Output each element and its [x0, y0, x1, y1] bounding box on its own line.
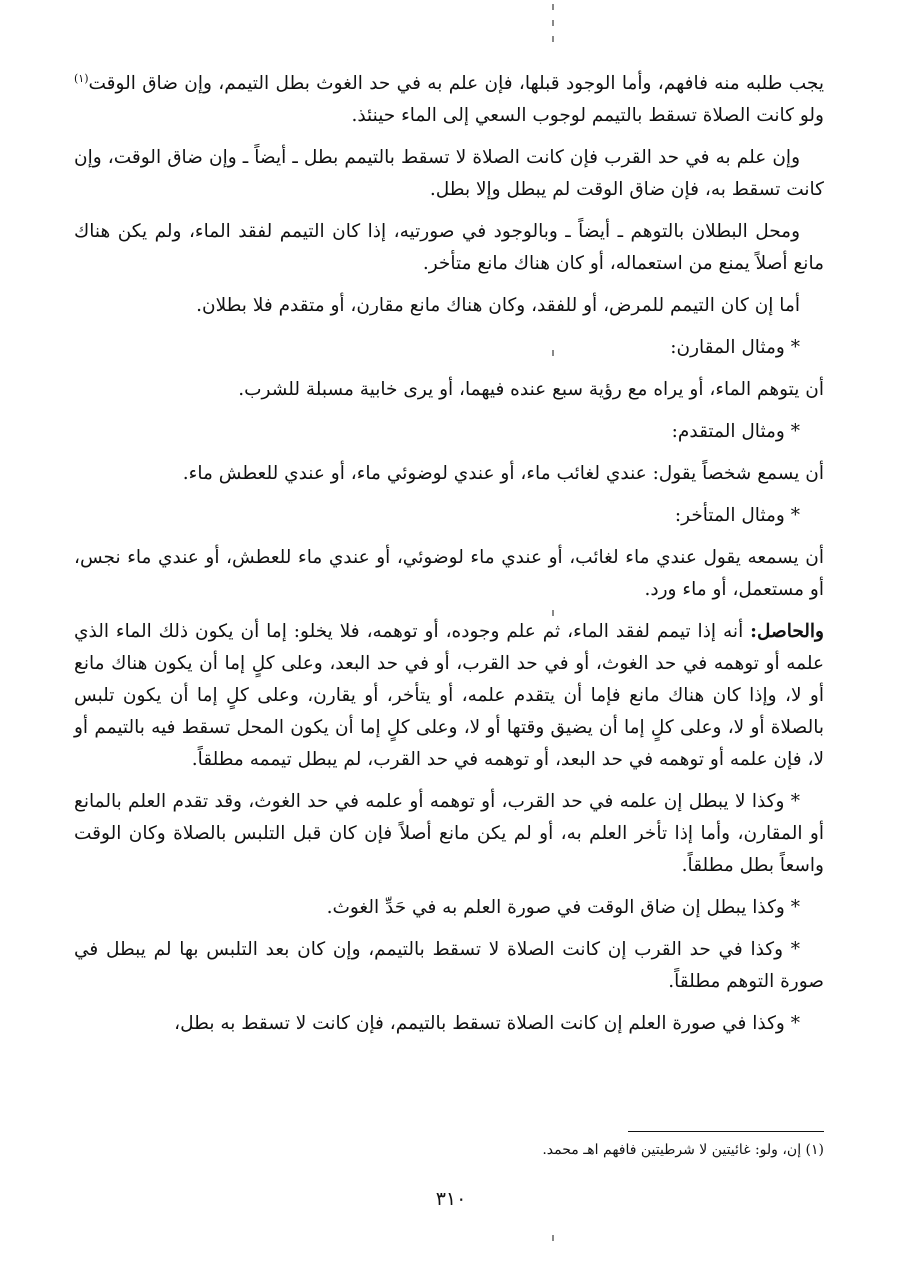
body-text: [74, 68, 824, 1050]
paragraph: [74, 500, 824, 532]
paragraph-text: أن يسمع شخصاً يقول: عندي لغائب ماء، أو عندي لوضوئي ماء، أو عندي للعطش ماء.: [182, 463, 824, 484]
paragraph: [74, 458, 824, 490]
paragraph: [74, 416, 824, 448]
paragraph: [74, 934, 824, 998]
scan-mark: [552, 1235, 554, 1241]
paragraph-text: أما إن كان التيمم للمرض، أو للفقد، وكان هناك مانع مقارن، أو متقدم فلا بطلان.: [196, 295, 800, 316]
paragraph: [74, 786, 824, 882]
paragraph-text: وإن علم به في حد القرب فإن كانت الصلاة لا تسقط بالتيمم بطل ـ أيضاً ـ وإن ضاق الوقت، وإن كانت تسقط به، فإن ضاق الوقت لم يبطل وإلا بطل.: [74, 147, 824, 200]
example-heading: * ومثال المتقدم:: [671, 421, 800, 442]
paragraph: [74, 892, 824, 924]
paragraph: [74, 332, 824, 364]
paragraph: [74, 1008, 824, 1040]
paragraph-text: أن يسمعه يقول عندي ماء لغائب، أو عندي ماء لوضوئي، أو عندي ماء للعطش، أو عندي ماء نجس، أو مستعمل، أو ماء ورد.: [74, 547, 824, 600]
paragraph: [74, 216, 824, 280]
paragraph-text: * وكذا يبطل إن ضاق الوقت في صورة العلم به في حَدِّ الغوث.: [326, 897, 800, 918]
paragraph-lead: والحاصل:: [750, 621, 824, 642]
paragraph-text: يجب طلبه منه فافهم، وأما الوجود قبلها، فإن علم به في حد الغوث بطل التيمم، وإن ضاق الوقت: [88, 73, 824, 94]
paragraph-tail: ولو كانت الصلاة تسقط بالتيمم لوجوب السعي إلى الماء حينئذ.: [351, 105, 824, 126]
scan-mark: [552, 4, 554, 10]
footnote-ref: (١): [74, 71, 89, 85]
paragraph: [74, 616, 824, 776]
page-number: ٣١٠: [435, 1188, 467, 1210]
footnote: (١) إن، ولو: غائيتين لا شرطيتين فافهم اهـ محمد.: [542, 1142, 824, 1158]
paragraph: [74, 68, 824, 132]
paragraph: [74, 542, 824, 606]
paragraph-text: ومحل البطلان بالتوهم ـ أيضاً ـ وبالوجود في صورتيه، إذا كان التيمم لفقد الماء، ولم يكن هناك مانع أصلاً يمنع من استعماله، أو كان هناك مانع متأخر.: [74, 221, 824, 274]
paragraph: [74, 290, 824, 322]
paragraph: [74, 374, 824, 406]
paragraph: [74, 142, 824, 206]
footnote-separator: [628, 1131, 824, 1132]
paragraph-text: * وكذا في حد القرب إن كانت الصلاة لا تسقط بالتيمم، وإن كان بعد التلبس بها لم يبطل في صورة التوهم مطلقاً.: [74, 939, 824, 992]
example-heading: * ومثال المقارن:: [670, 337, 800, 358]
paragraph-text: * وكذا لا يبطل إن علمه في حد القرب، أو توهمه أو علمه في حد الغوث، وقد تقدم العلم بالمانع أو المقارن، وأما إذا تأخر العلم به، أو لم يكن مانع أصلاً فإن كان قبل التلبس بالصلاة وكان الوقت واسعاً بطل مطلقاً.: [74, 791, 824, 876]
paragraph-text: * وكذا في صورة العلم إن كانت الصلاة تسقط بالتيمم، فإن كانت لا تسقط به بطل،: [174, 1013, 800, 1034]
scan-mark: [552, 36, 554, 42]
paragraph-text: أن يتوهم الماء، أو يراه مع رؤية سبع عنده فيهما، أو يرى خابية مسبلة للشرب.: [238, 379, 824, 400]
example-heading: * ومثال المتأخر:: [674, 505, 800, 526]
paragraph-text: أنه إذا تيمم لفقد الماء، ثم علم وجوده، أو توهمه، فلا يخلو: إما أن يكون ذلك الماء الذي علمه أو توهمه في حد الغوث، أو في حد القرب، أو في حد البعد، وعلى كلٍ إما أن يكون هناك مانع أو لا، وإذا كان هناك مانع فإما أن يتقدم علمه، أو يتأخر، أو يقارن، وعلى كلٍ إما أن يكون تلبس بالصلاة أو لا، وعلى كلٍ إما أن يضيق وقتها أو لا، وعلى كلٍ إما أن يكون المحل تسقط فيه بالتيمم أو لا، فإن علمه أو توهمه في حد البعد، أو توهمه في حد القرب، لم يبطل تيممه مطلقاً.: [74, 621, 824, 770]
scan-mark: [552, 20, 554, 26]
